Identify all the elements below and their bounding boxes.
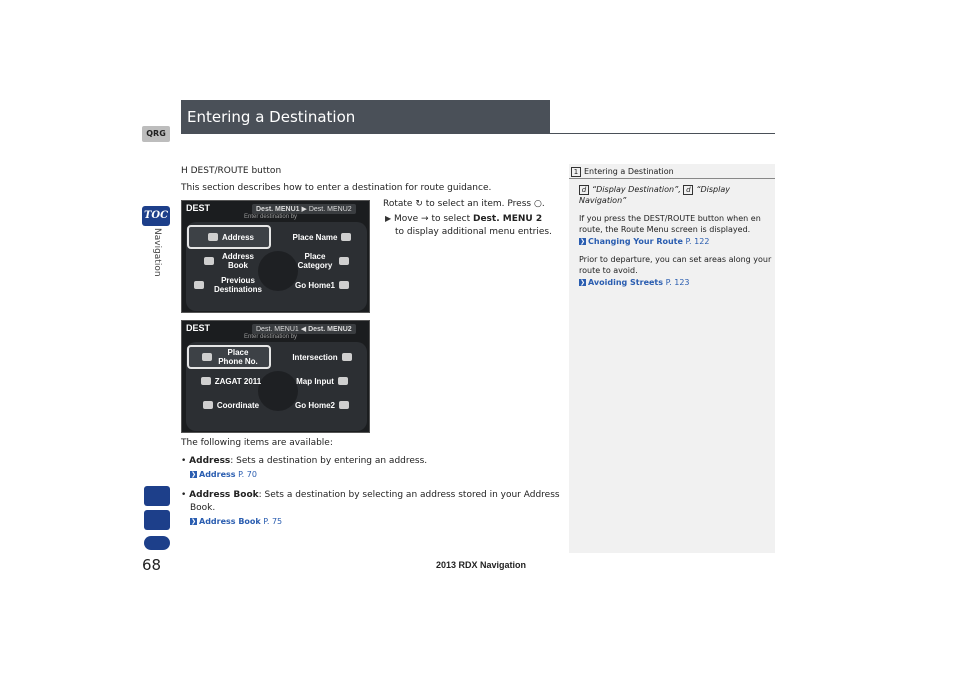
tab-dest-menu-1[interactable]: Dest. MENU1 [256, 326, 299, 333]
home-icon[interactable] [144, 536, 170, 550]
place-name-button[interactable]: Place Name [282, 225, 366, 249]
step-2-text-b: to select [431, 214, 471, 224]
voice-icon: d [683, 185, 693, 195]
item-desc: : Sets a destination by entering an address. [230, 456, 428, 466]
info-icon[interactable] [144, 510, 170, 530]
place-category-icon [339, 257, 349, 265]
tab-dest-menu-2[interactable]: Dest. MENU2 [308, 326, 352, 333]
step-2-menu: Dest. MENU 2 [472, 214, 543, 224]
screen-title: DEST [186, 323, 211, 333]
page-title: Entering a Destination [187, 108, 356, 126]
page-number: 68 [142, 556, 162, 574]
coordinate-icon [203, 401, 213, 409]
available-intro: The following items are available: [181, 438, 333, 448]
qrg-tab[interactable]: QRG [142, 126, 170, 142]
previous-destinations-icon [194, 281, 204, 289]
header-rule [550, 133, 775, 134]
intersection-icon [342, 353, 352, 361]
dest-menu-1-screen [181, 200, 370, 313]
link-arrow-icon: ❯ [579, 238, 586, 245]
go-home-2-button[interactable]: Go Home2 [282, 393, 366, 417]
intersection-button[interactable]: Intersection [282, 345, 366, 369]
step-1 [383, 199, 545, 209]
navigation-section-label: Navigation [152, 228, 162, 277]
menu-tabs: Dest. MENU1 ◀ Dest. MENU2 [252, 324, 356, 334]
changing-route-link[interactable]: ❯ Changing Your Route P. 122 [579, 237, 710, 246]
sidebar-notes [569, 164, 775, 553]
item-desc: : Sets a destination by selecting an address stored in your Address [258, 490, 560, 500]
home-2-icon [339, 401, 349, 409]
place-category-button[interactable]: Place Category [282, 249, 366, 273]
link-arrow-icon: ❯ [190, 518, 197, 525]
place-phone-button[interactable]: Place Phone No. [187, 345, 271, 369]
item-term: Address [189, 456, 231, 466]
link-arrow-icon: ❯ [190, 471, 197, 478]
voice-commands-cont: Navigation” [579, 196, 627, 205]
button-reference: H DEST/ROUTE button [181, 166, 282, 176]
note-ref-icon: 1 [571, 167, 581, 177]
home-1-icon [339, 281, 349, 289]
screen-title: DEST [186, 203, 211, 213]
screen-subtitle: Enter destination by [244, 214, 298, 220]
footer-title: 2013 RDX Navigation [436, 560, 527, 570]
step-1-text-a: Rotate [383, 199, 413, 209]
go-home-1-button[interactable]: Go Home1 [282, 273, 366, 297]
avoiding-streets-link[interactable]: ❯ Avoiding Streets P. 123 [579, 278, 690, 287]
zagat-button[interactable]: ZAGAT 2011 [187, 369, 271, 393]
note-text: route, the Route Menu screen is displayed. [579, 225, 751, 234]
note-text: If you press the DEST/ROUTE button when en [579, 214, 761, 223]
address-book-icon [204, 257, 214, 265]
toc-tab[interactable]: TOC [142, 206, 170, 226]
list-item: • Address: Sets a destination by entering an address. [181, 456, 428, 466]
step-1-text-b: to select an item. Press [425, 199, 532, 209]
press-knob-icon: ○. [533, 199, 545, 209]
address-book-link[interactable]: ❯ Address Book P. 75 [190, 517, 283, 526]
step-2-text-a: Move [394, 214, 419, 224]
item-term: Address Book [189, 490, 259, 500]
voice-icon: d [579, 185, 589, 195]
voice-commands: d “Display Destination”, d “Display [579, 185, 730, 195]
sidebar-title: 1 Entering a Destination [571, 167, 674, 177]
voice-command-icon[interactable] [144, 486, 170, 506]
coordinate-button[interactable]: Coordinate [187, 393, 271, 417]
address-button[interactable]: Address [187, 225, 271, 249]
keypad-icon [202, 353, 212, 361]
step-2 [385, 214, 542, 224]
zagat-icon [201, 377, 211, 385]
list-item-cont: Book. [190, 503, 216, 513]
section-header [181, 100, 550, 134]
address-link[interactable]: ❯ Address P. 70 [190, 470, 257, 479]
note-text: route to avoid. [579, 266, 638, 275]
intro-text: This section describes how to enter a destination for route guidance. [181, 183, 492, 193]
move-right-icon: → [421, 214, 429, 224]
sidebar-rule [569, 178, 775, 179]
rotate-knob-icon: ↻ [415, 199, 423, 209]
screen-subtitle: Enter destination by [244, 334, 298, 340]
step-arrow-icon: ▶ [385, 214, 392, 223]
previous-destinations-button[interactable]: Previous Destinations [187, 273, 271, 297]
step-2-cont: to display additional menu entries. [395, 227, 552, 237]
menu-tabs: Dest. MENU1 ▶ Dest. MENU2 [252, 204, 356, 214]
place-name-icon [341, 233, 351, 241]
address-icon [208, 233, 218, 241]
list-item: • Address Book: Sets a destination by selecting an address stored in your Address [181, 490, 560, 500]
dest-menu-2-screen [181, 320, 370, 433]
map-input-icon [338, 377, 348, 385]
map-input-button[interactable]: Map Input [282, 369, 366, 393]
tab-dest-menu-2[interactable]: Dest. MENU2 [308, 206, 352, 213]
link-arrow-icon: ❯ [579, 279, 586, 286]
note-text: Prior to departure, you can set areas along your [579, 255, 772, 264]
address-book-button[interactable]: Address Book [187, 249, 271, 273]
tab-dest-menu-1[interactable]: Dest. MENU1 [256, 206, 300, 213]
